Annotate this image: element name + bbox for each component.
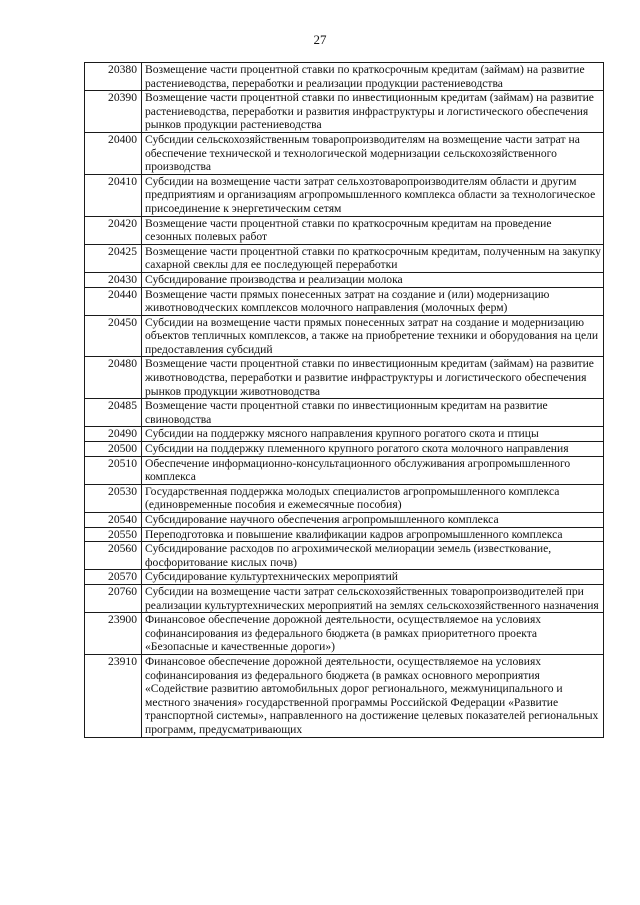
code-cell: 20540 [85,513,142,528]
code-cell: 20450 [85,315,142,357]
code-cell: 20425 [85,244,142,272]
description-cell: Финансовое обеспечение дорожной деятельности, осуществляемое на условиях софинансирования из федерального бюджета (в рамках основного мероприятия «Содействие развитию автомобильных дорог регионального, межмуниципального и местного значения» государственной программы Российской Федерации «Развитие транспортной системы», направленного на достижение целевых показателей региональных программ, предусматривающих [142,654,604,737]
table-row [85,174,604,216]
table-row [85,570,604,585]
description-cell: Субсидии на поддержку мясного направления крупного рогатого скота и птицы [142,427,604,442]
code-cell: 20430 [85,272,142,287]
code-cell: 20500 [85,442,142,457]
code-cell: 20490 [85,427,142,442]
code-cell: 20530 [85,484,142,512]
code-cell: 20550 [85,527,142,542]
table-row [85,272,604,287]
description-cell: Возмещение части процентной ставки по инвестиционным кредитам (займам) на развитие животноводства, переработки и развитие инфраструктуры и логистического обеспечения рынков продукции животноводства [142,357,604,399]
description-cell: Субсидирование производства и реализации молока [142,272,604,287]
description-cell: Возмещение части процентной ставки по инвестиционным кредитам на развитие свиноводства [142,399,604,427]
code-cell: 20480 [85,357,142,399]
table-row [85,442,604,457]
table-row [85,513,604,528]
table-row [85,244,604,272]
description-cell: Субсидии на поддержку племенного крупного рогатого скота молочного направления [142,442,604,457]
table-row [85,654,604,737]
description-cell: Возмещение части процентной ставки по краткосрочным кредитам на проведение сезонных полевых работ [142,216,604,244]
code-cell: 20410 [85,174,142,216]
code-cell: 20510 [85,456,142,484]
table-row [85,456,604,484]
table-row [85,484,604,512]
code-cell: 20440 [85,287,142,315]
table-row [85,399,604,427]
code-cell: 20420 [85,216,142,244]
code-cell: 20380 [85,63,142,91]
code-cell: 20390 [85,91,142,133]
table-row [85,132,604,174]
code-cell: 20570 [85,570,142,585]
code-cell: 23900 [85,613,142,655]
description-cell: Субсидии на возмещение части прямых понесенных затрат на создание и модернизацию объектов тепличных комплексов, а также на приобретение техники и оборудования на цели предоставления субсидий [142,315,604,357]
table-row [85,287,604,315]
description-cell: Субсидии на возмещение части затрат сельхозтоваропроизводителям области и другим предприятиям и организациям агропромышленного комплекса области за технологическое присоединение к энергетическим сетям [142,174,604,216]
page-number: 27 [313,32,327,47]
table-row [85,63,604,91]
description-cell: Возмещение части процентной ставки по краткосрочным кредитам, полученным на закупку сахарной свеклы для ее последующей переработки [142,244,604,272]
code-cell: 20560 [85,542,142,570]
table-row [85,542,604,570]
table-row [85,527,604,542]
code-cell: 20400 [85,132,142,174]
table-row [85,357,604,399]
table-row [85,427,604,442]
table-row [85,315,604,357]
table-row [85,216,604,244]
table-row [85,613,604,655]
description-cell: Возмещение части процентной ставки по краткосрочным кредитам (займам) на развитие растениеводства, переработки и реализации продукции растениеводства [142,63,604,91]
description-cell: Субсидирование культуртехнических мероприятий [142,570,604,585]
code-cell: 23910 [85,654,142,737]
table-row [85,584,604,612]
table-row [85,91,604,133]
description-cell: Возмещение части прямых понесенных затрат на создание и (или) модернизацию животноводческих комплексов молочного направления (молочных ферм) [142,287,604,315]
description-cell: Финансовое обеспечение дорожной деятельности, осуществляемое на условиях софинансирования из федерального бюджета (в рамках приоритетного проекта «Безопасные и качественные дороги») [142,613,604,655]
description-cell: Возмещение части процентной ставки по инвестиционным кредитам (займам) на развитие растениеводства, переработки и развития инфраструктуры и логистического обеспечения рынков продукции растениеводства [142,91,604,133]
description-cell: Обеспечение информационно-консультационного обслуживания агропромышленного комплекса [142,456,604,484]
budget-codes-table [84,62,604,738]
description-cell: Субсидии сельскохозяйственным товаропроизводителям на возмещение части затрат на обеспечение технической и технологической модернизации сельскохозяйственного производства [142,132,604,174]
description-cell: Переподготовка и повышение квалификации кадров агропромышленного комплекса [142,527,604,542]
description-cell: Субсидирование научного обеспечения агропромышленного комплекса [142,513,604,528]
description-cell: Субсидии на возмещение части затрат сельскохозяйственных товаропроизводителей при реализации культуртехнических мероприятий на землях сельскохозяйственного назначения [142,584,604,612]
code-cell: 20485 [85,399,142,427]
description-cell: Государственная поддержка молодых специалистов агропромышленного комплекса (единовременные пособия и ежемесячные пособия) [142,484,604,512]
description-cell: Субсидирование расходов по агрохимической мелиорации земель (известкование, фосфоритование кислых почв) [142,542,604,570]
code-cell: 20760 [85,584,142,612]
